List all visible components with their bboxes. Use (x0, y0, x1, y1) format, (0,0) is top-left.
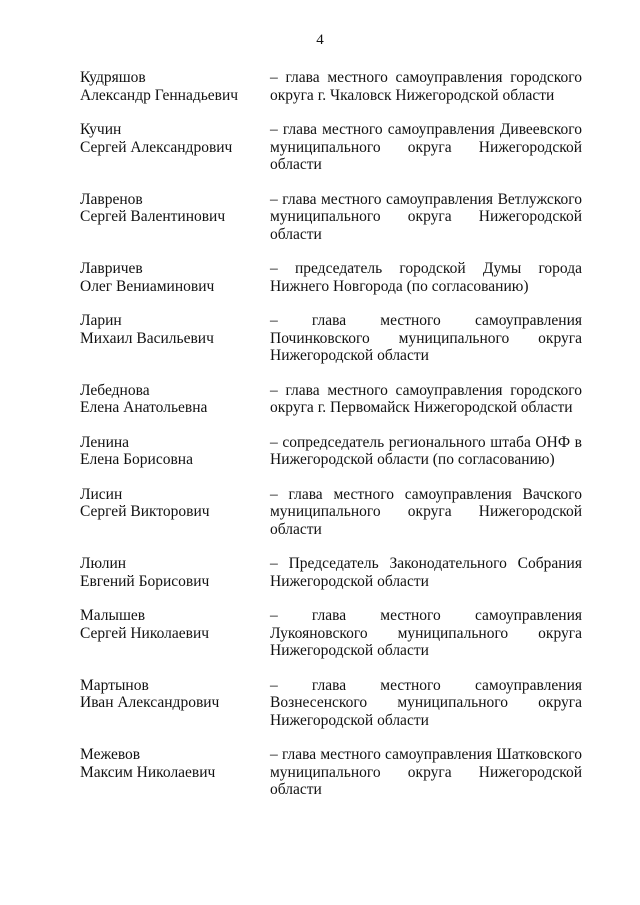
person-name (80, 677, 270, 712)
person-name (80, 555, 270, 590)
position-description: – глава местного самоуправления Дивеевского муниципального округа Нижегородской области (270, 121, 582, 173)
position-description: – глава местного самоуправления Шатковского муниципального округа Нижегородской области (270, 746, 582, 798)
surname: Межевов (80, 746, 141, 763)
given-names: Сергей Николаевич (80, 624, 210, 642)
given-names: Михаил Васильевич (80, 329, 214, 347)
given-names: Александр Геннадьевич (80, 86, 239, 104)
position-description: – глава местного самоуправления Лукояновского муниципального округа Нижегородской области (270, 607, 582, 659)
person-name (80, 260, 270, 295)
surname: Ларин (80, 312, 122, 329)
surname: Ленина (80, 433, 130, 451)
list-item (80, 121, 582, 174)
person-name (80, 382, 270, 417)
position-description: – глава местного самоуправления городского округа г. Чкаловск Нижегородской области (270, 69, 582, 104)
position-description: – председатель городской Думы города Нижнего Новгорода (по согласованию) (270, 260, 582, 295)
position-description: – Председатель Законодательного Собрания Нижегородской области (270, 555, 582, 590)
list-item (80, 746, 582, 799)
list-item (80, 607, 582, 660)
list-item (80, 69, 582, 104)
person-name (80, 434, 270, 469)
person-name (80, 312, 270, 347)
list-item (80, 555, 582, 590)
page-number: 4 (316, 32, 324, 48)
person-name (80, 191, 270, 226)
position-description: – сопредседатель регионального штаба ОНФ в Нижегородской области (по согласованию) (270, 433, 582, 468)
surname: Малышев (80, 607, 146, 624)
person-name (80, 746, 270, 781)
given-names: Елена Борисовна (80, 451, 193, 468)
list-item (80, 260, 582, 295)
list-item (80, 382, 582, 417)
position-description: – глава местного самоуправления Вачского муниципального округа Нижегородской области (270, 485, 582, 538)
surname: Кучин (80, 121, 122, 138)
list-item (80, 191, 582, 244)
given-names: Елена Анатольевна (80, 399, 208, 416)
surname: Люлин (80, 555, 127, 572)
person-name (80, 69, 270, 104)
given-names: Максим Николаевич (80, 763, 216, 781)
surname: Мартынов (80, 676, 149, 694)
list-item (80, 434, 582, 469)
given-names: Сергей Валентинович (80, 208, 226, 225)
position-description: – глава местного самоуправления Ветлужского муниципального округа Нижегородской области (270, 190, 582, 243)
surname: Кудряшов (80, 69, 146, 86)
given-names: Олег Вениаминович (80, 277, 215, 295)
person-name (80, 121, 270, 156)
person-name (80, 486, 270, 521)
surname: Лисин (80, 485, 123, 503)
given-names: Сергей Викторович (80, 503, 210, 520)
given-names: Иван Александрович (80, 694, 220, 711)
surname: Лебеднова (80, 381, 150, 399)
list-item (80, 677, 582, 730)
given-names: Сергей Александрович (80, 138, 233, 156)
position-description: – глава местного самоуправления Починковского муниципального округа Нижегородской области (270, 312, 582, 364)
member-list (80, 69, 582, 799)
list-item (80, 312, 582, 365)
list-item (80, 486, 582, 539)
position-description: – глава местного самоуправления городского округа г. Первомайск Нижегородской области (270, 381, 582, 416)
surname: Лавренов (80, 190, 143, 208)
surname: Лавричев (80, 260, 143, 277)
position-description: – глава местного самоуправления Вознесенского муниципального округа Нижегородской области (270, 676, 582, 729)
given-names: Евгений Борисович (80, 572, 210, 590)
person-name (80, 607, 270, 642)
